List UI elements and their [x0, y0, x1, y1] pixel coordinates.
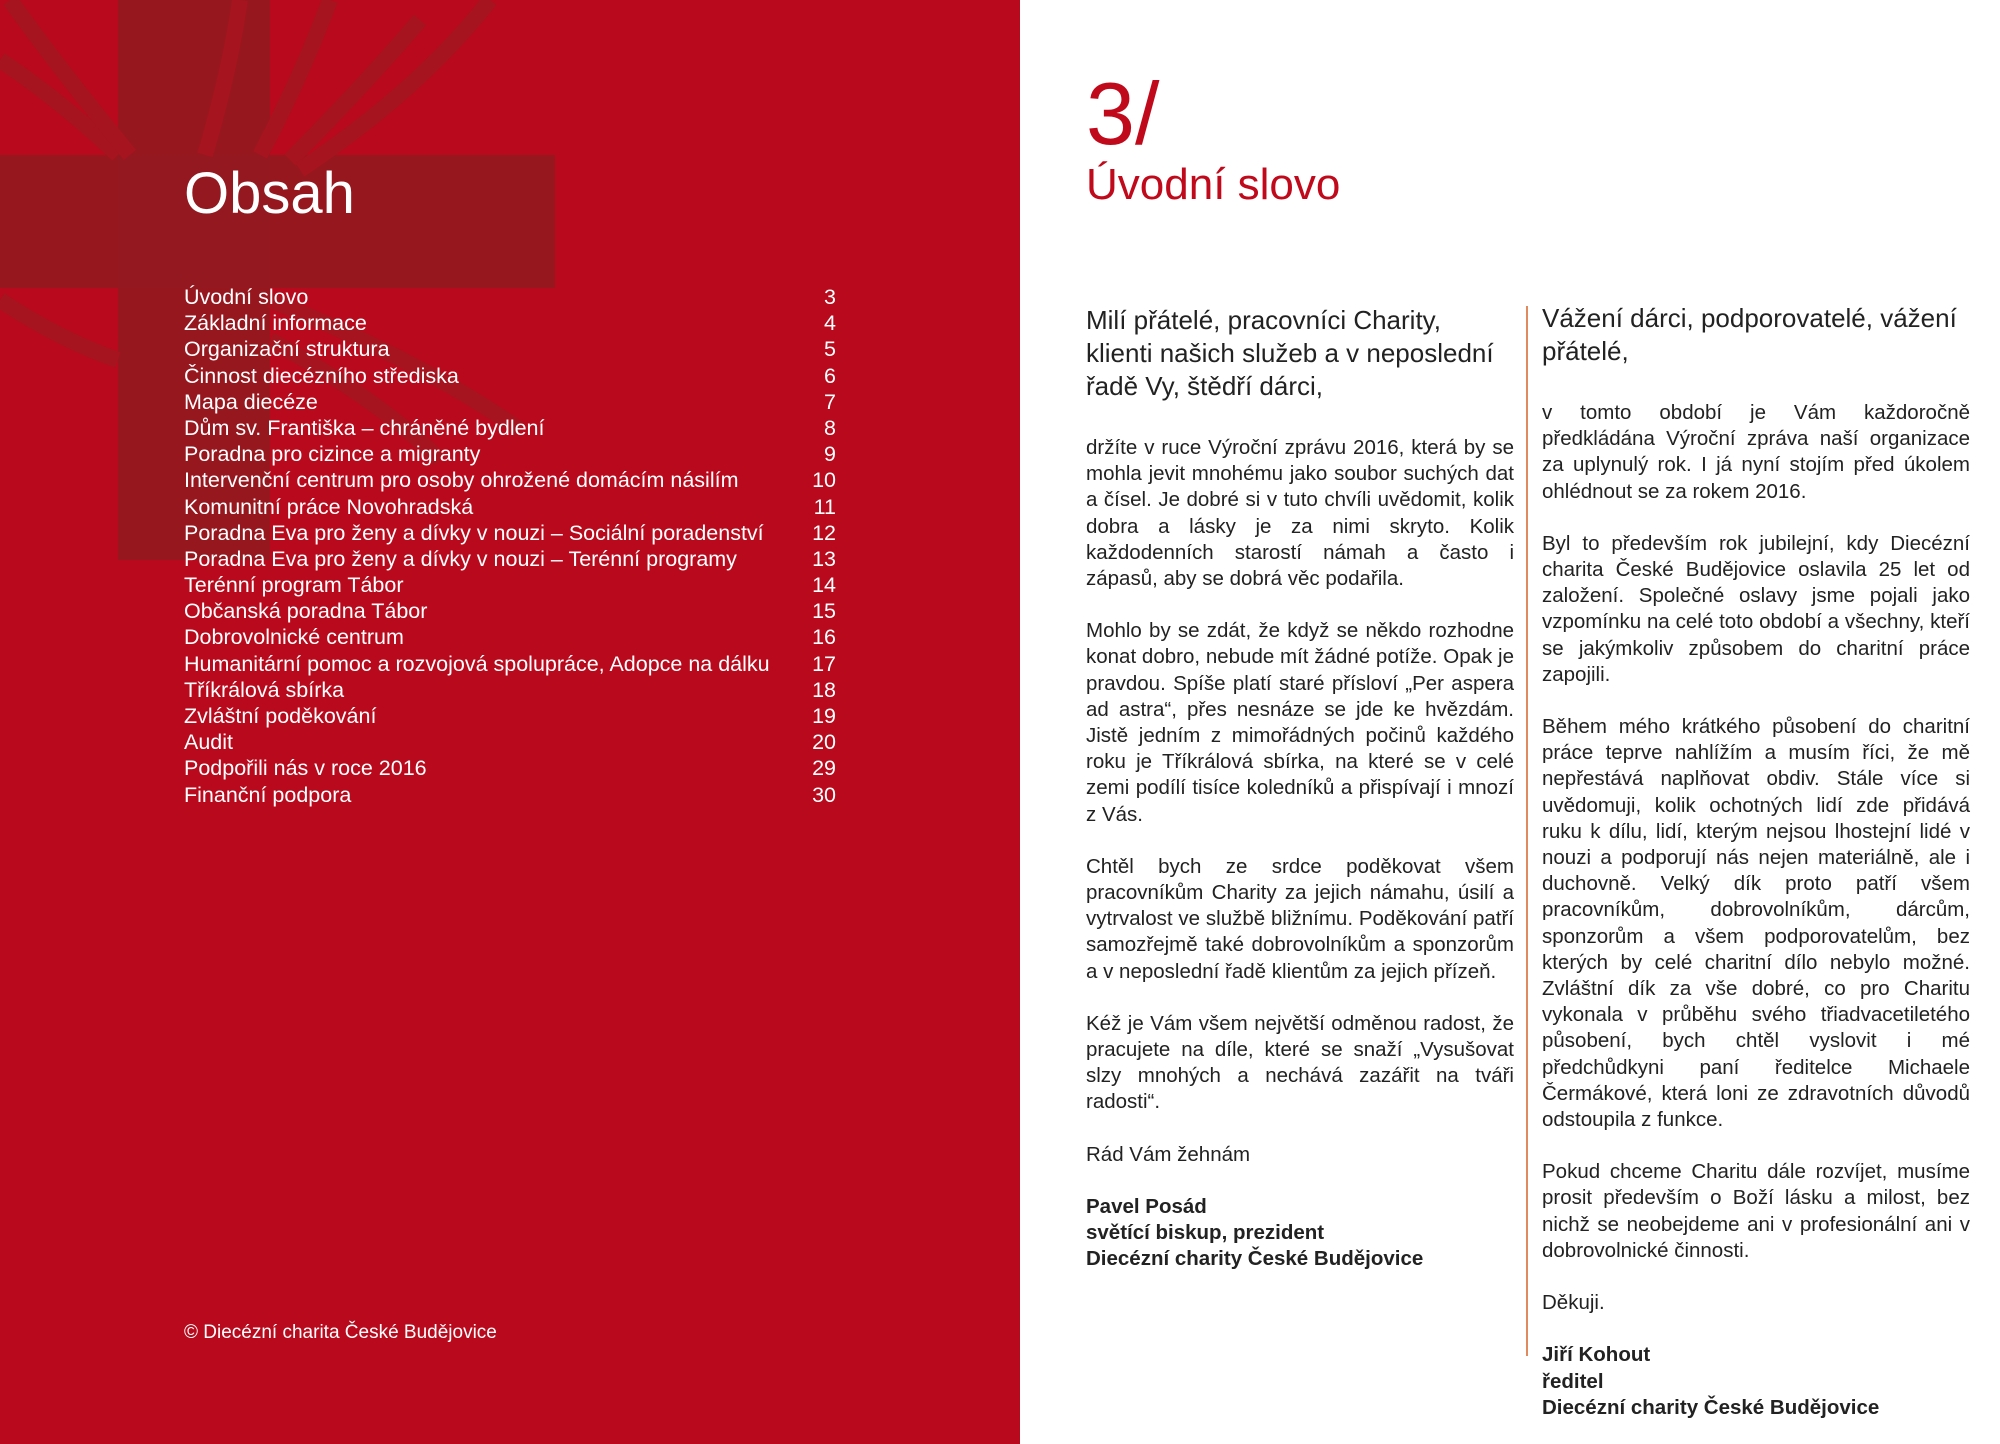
- toc-item-label: Humanitární pomoc a rozvojová spolupráce, Adopce na dálku: [184, 651, 770, 676]
- toc-item-label: Tříkrálová sbírka: [184, 677, 345, 702]
- toc-item-label: Dům sv. Františka – chráněné bydlení: [184, 415, 545, 440]
- toc-item-label: Audit: [184, 730, 234, 755]
- letter-paragraph: Rád Vám žehnám: [1086, 1142, 1251, 1166]
- toc-item-page: 13: [812, 546, 836, 571]
- toc-item-page: 14: [812, 573, 836, 598]
- toc-item[interactable]: [184, 624, 836, 650]
- toc-item-label: Terénní program Tábor: [184, 573, 404, 598]
- toc-item-page: 10: [812, 468, 836, 493]
- toc-item-label: Poradna Eva pro ženy a dívky v nouzi – Sociální poradenství: [184, 520, 764, 545]
- toc-item[interactable]: [184, 467, 836, 493]
- toc-item[interactable]: [184, 677, 836, 703]
- toc-item[interactable]: [184, 494, 836, 520]
- toc-item-page: 11: [813, 494, 836, 519]
- letter-paragraph: Děkuji.: [1542, 1291, 1605, 1315]
- signature-role: světící biskup, prezident: [1086, 1221, 1325, 1245]
- toc-item[interactable]: [184, 310, 836, 336]
- chapter-title: Úvodní slovo: [1086, 160, 1341, 209]
- signature-org: Diecézní charity České Budějovice: [1086, 1247, 1424, 1271]
- toc-item[interactable]: [184, 546, 836, 572]
- letter-paragraph: Během mého krátkého působení do charitní práce teprve nahlížím a musím říci, že mě nepřestává naplňovat obdiv. Stále více si uvědomuji, kolik ochotných lidí zde přidává ruku k dílu, lidí, kterým nejsou lhostejní lidé v nouzi a podporují nás nejen materiálně, ale i duchovně. Velký dík proto patří všem pracovníkům, dobrovolníkům, dárcům, sponzorům a všem podporovatelům, bez kterých by celé charitní dílo nebylo možné. Zvláštní dík za vše dobré, co pro Charitu vykonala v průběhu svého třiadvacetiletého působení, bych chtěl vyslovit i mé předchůdkyni paní ředitelce Michaele Čermákové, která loni ze zdravotních důvodů odstoupila z funkce.: [1542, 715, 1970, 1132]
- toc-item[interactable]: [184, 782, 836, 808]
- toc-item-label: Organizační struktura: [184, 337, 390, 362]
- letter-greeting: Vážení dárci, podporovatelé, vážení přátelé,: [1542, 303, 1957, 366]
- toc-item[interactable]: [184, 729, 836, 755]
- toc-item[interactable]: [184, 363, 836, 389]
- signature-name: Pavel Posád: [1086, 1194, 1207, 1218]
- toc-item-page: 9: [824, 442, 836, 467]
- toc-item[interactable]: [184, 336, 836, 362]
- toc-item-page: 7: [824, 389, 836, 414]
- letter-paragraph: Byl to především rok jubilejní, kdy Diecézní charita České Budějovice oslavila 25 let od založení. Společné oslavy jsme pojali jako vzpomínku na celé toto období a všechny, kteří se jakýmkoliv způsobem do charitní práce zapojili.: [1542, 531, 1970, 686]
- toc-item-label: Finanční podpora: [184, 782, 352, 807]
- signature-name: Jiří Kohout: [1542, 1343, 1651, 1367]
- letter-paragraph: Pokud chceme Charitu dále rozvíjet, musíme prosit především o Boží lásku a milost, bez nichž se neobejdeme ani v profesionální ani v dobrovolnické činnosti.: [1542, 1160, 1970, 1262]
- column-divider: [1526, 306, 1528, 1356]
- letter-paragraph: držíte v ruce Výroční zprávu 2016, která by se mohla jevit mnohému jako soubor suchých dat a čísel. Je dobré si v tuto chvíli uvědomit, kolik dobra a lásky je za nimi skryto. Kolik každodenních starostí námah a často i zápasů, aby se dobrá věc podařila.: [1086, 436, 1514, 591]
- letter-paragraph: v tomto období je Vám každoročně předkládána Výroční zpráva naší organizace za uplynulý rok. I já nyní stojím před úkolem ohlédnout se za rokem 2016.: [1542, 401, 1970, 503]
- toc-item[interactable]: [184, 415, 836, 441]
- toc-item-page: 16: [812, 625, 836, 650]
- letter-bishop: [1086, 304, 1514, 1272]
- toc-item-page: 6: [824, 363, 836, 388]
- toc-item-page: 17: [812, 651, 836, 676]
- toc-item[interactable]: [184, 703, 836, 729]
- toc-item-label: Podpořili nás v roce 2016: [184, 756, 427, 781]
- toc-item[interactable]: [184, 520, 836, 546]
- toc-item-page: 12: [812, 520, 836, 545]
- toc-item[interactable]: [184, 441, 836, 467]
- toc-item-page: 5: [824, 337, 836, 362]
- toc-item-page: 8: [824, 415, 836, 440]
- toc-item-label: Intervenční centrum pro osoby ohrožené domácím násilím: [184, 468, 739, 493]
- letter-greeting: Milí přátelé, pracovníci Charity, klienti našich služeb a v neposlední řadě Vy, štědří dárci,: [1086, 305, 1494, 401]
- signature-org: Diecézní charity České Budějovice: [1542, 1395, 1880, 1419]
- toc-item[interactable]: [184, 284, 836, 310]
- toc-item-label: Poradna Eva pro ženy a dívky v nouzi – Terénní programy: [184, 546, 737, 571]
- toc-item-label: Mapa diecéze: [184, 389, 318, 414]
- toc-item[interactable]: [184, 572, 836, 598]
- toc-item-label: Zvláštní poděkování: [184, 704, 377, 728]
- toc-item-page: 18: [812, 677, 836, 702]
- toc-item[interactable]: [184, 389, 836, 415]
- letter-paragraph: Chtěl bych ze srdce poděkovat všem pracovníkům Charity za jejich námahu, úsilí a vytrvalost ve službě bližnímu. Poděkování patří samozřejmě také dobrovolníkům a sponzorům a v neposlední řadě klientům za jejich přízeň.: [1086, 854, 1514, 983]
- toc-item[interactable]: [184, 651, 836, 677]
- copyright: © Diecézní charita České Budějovice: [184, 1322, 497, 1343]
- toc-item-label: Poradna pro cizince a migranty: [184, 442, 481, 467]
- toc-item-page: 4: [824, 311, 836, 336]
- toc-title: Obsah: [184, 161, 355, 226]
- toc-item-page: 15: [812, 599, 836, 624]
- toc-item-label: Dobrovolnické centrum: [184, 625, 404, 650]
- chapter-number: 3/: [1086, 64, 1160, 163]
- toc-item-page: 3: [824, 285, 836, 309]
- toc-item-page: 29: [812, 756, 836, 781]
- toc-item[interactable]: [184, 598, 836, 624]
- toc-item-page: 20: [812, 730, 836, 755]
- toc-list: [184, 284, 836, 808]
- toc-item-label: Činnost diecézního střediska: [184, 363, 459, 388]
- toc-item-label: Základní informace: [184, 311, 367, 336]
- toc-item-page: 19: [812, 704, 836, 728]
- toc-item[interactable]: [184, 755, 836, 781]
- signature-role: ředitel: [1542, 1369, 1604, 1393]
- toc-item-page: 30: [812, 782, 836, 807]
- letter-paragraph: Kéž je Vám všem největší odměnou radost, že pracujete na díle, které se snaží „Vysušovat slzy mnohých a nechává zazářit na tváři radosti“.: [1086, 1011, 1514, 1114]
- toc-item-label: Úvodní slovo: [184, 285, 309, 309]
- toc-item-label: Občanská poradna Tábor: [184, 599, 428, 624]
- toc-item-label: Komunitní práce Novohradská: [184, 494, 474, 519]
- letter-paragraph: Mohlo by se zdát, že když se někdo rozhodne konat dobro, nebude mít žádné potíže. Opak je pravdou. Spíše platí staré přísloví „Per aspera ad astra“, přes nesnáze se jde ke hvězdám. Jistě jedním z mimořádných počinů každého roku je Tříkrálová sbírka, na které se v celé zemi podílí tisíce koledníků a přispívají i mnozí z Vás.: [1086, 619, 1514, 826]
- letter-director: [1542, 302, 1970, 1421]
